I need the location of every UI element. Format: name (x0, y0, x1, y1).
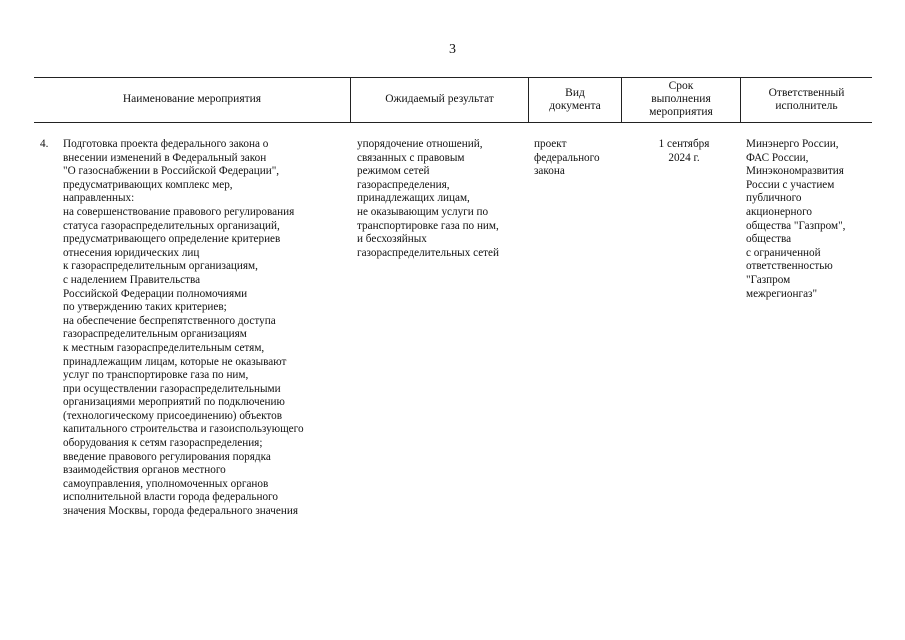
cell-expected-result: упорядочение отношений, связанных с правовым режимом сетей газораспределения, принадлежащих лицам, не оказывающим услуги по транспортировке газа по ним, и бесхозяйных газораспределительных сетей (357, 138, 499, 259)
header-document-type: Вид документа (549, 86, 601, 112)
header-responsible: Ответственный исполнитель (768, 86, 845, 112)
cell-event-name: Подготовка проекта федерального закона о внесении изменений в Федеральный закон "О газоснабжении в Российской Федерации", предусматривающих комплекс мер, направленных: на совершенствование правового регулирования статуса газораспределительных организаций, предусматривающего определение критериев отнесения юридических лиц к газораспределительным организациям, с наделением Правительства Российской Федерации полномочиями по утверждению таких критериев; на обеспечение беспрепятственного доступа газораспределительным организациям к местным газораспределительным сетям, принадлежащим лицам, которые не оказывают услуг по транспортировке газа по ним, при осуществлении газораспределительными организациями мероприятий по подключению (технологическому присоединению) объектов капитального строительства и газоиспользующего оборудования к сетям газораспределения; введение правового регулирования порядка взаимодействия органов местного самоуправления, уполномоченных органов исполнительной власти города федерального значения Москвы, города федерального значения (63, 138, 304, 518)
row-number: 4. (40, 138, 49, 150)
header-event-name: Наименование мероприятия (122, 93, 262, 105)
table-header-bottom-rule (34, 122, 872, 123)
header-deadline: Срок выполнения мероприятия (649, 80, 713, 118)
header-expected-result: Ожидаемый результат (385, 93, 494, 105)
cell-deadline: 1 сентября 2024 г. (658, 138, 710, 164)
cell-document-type: проект федерального закона (534, 138, 600, 178)
page-number: 3 (449, 42, 456, 57)
cell-responsible: Минэнерго России, ФАС России, Минэкономразвития России с участием публичного акционерного общества "Газпром", общества с ограниченной ответственностью "Газпром межрегионгаз" (746, 138, 846, 300)
